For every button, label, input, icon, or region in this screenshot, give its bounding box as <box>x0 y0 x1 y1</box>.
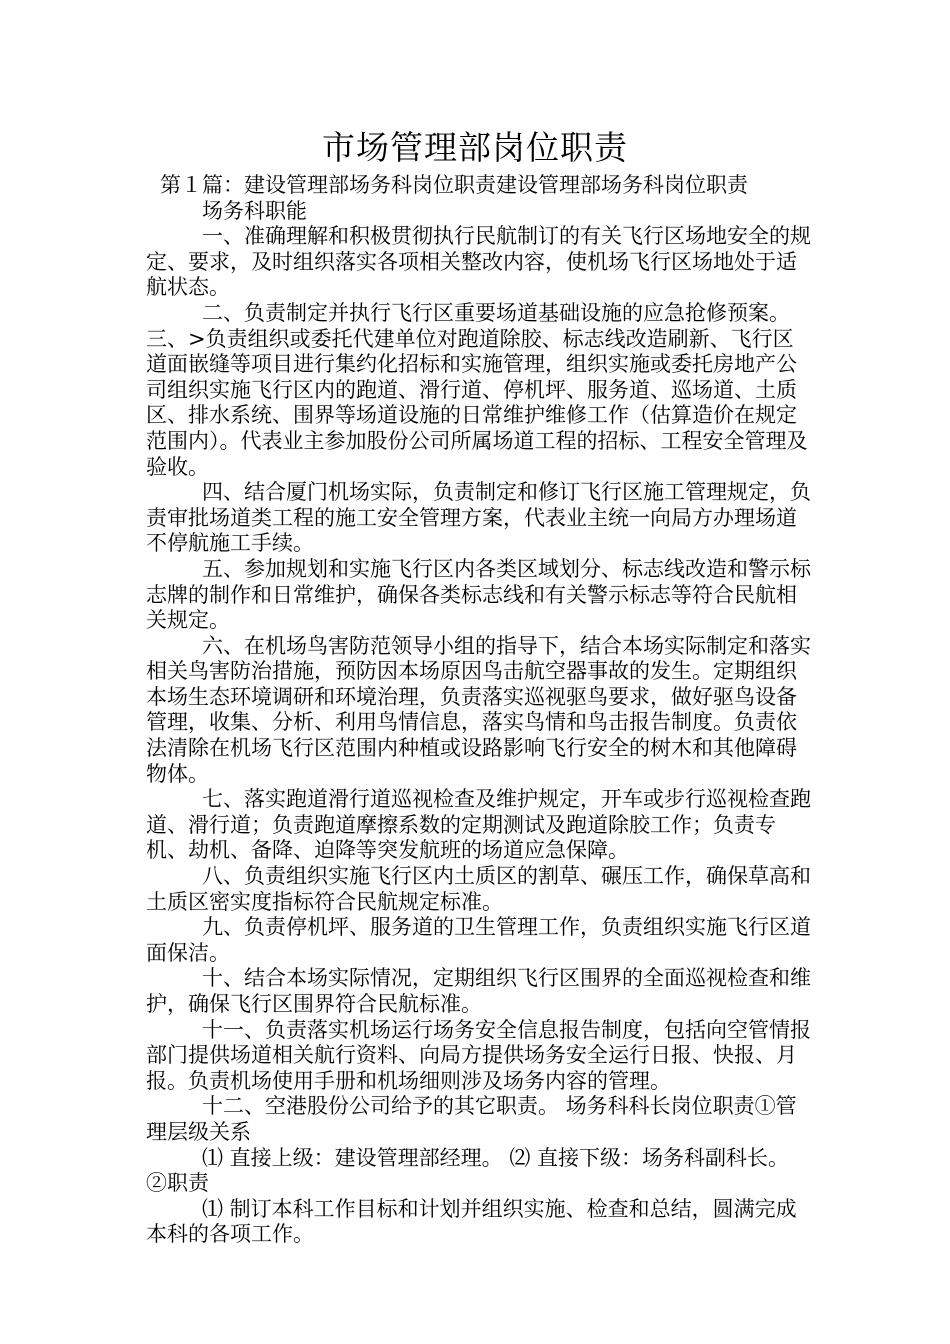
document-title: 市场管理部岗位职责 <box>322 128 628 167</box>
document-body <box>146 173 814 1248</box>
paragraph-9: 九、负责停机坪、服务道的卫生管理工作，负责组织实施飞行区道面保洁。 <box>146 915 811 965</box>
paragraph-8: 八、负责组织实施飞行区内土质区的割草、碾压工作，确保草高和土质区密实度指标符合民航规定标准。 <box>146 864 811 914</box>
paragraph-10: 十、结合本场实际情况，定期组织飞行区围界的全面巡视检查和维护，确保飞行区围界符合民航标准。 <box>146 966 811 1016</box>
paragraph-11: 十一、负责落实机场运行场务安全信息报告制度，包括向空管情报部门提供场道相关航行资料、向局方提供场务安全运行日报、快报、月报。负责机场使用手册和机场细则涉及场务内容的管理。 <box>146 1017 811 1093</box>
paragraph-1: 一、准确理解和积极贯彻执行民航制订的有关飞行区场地安全的规定、要求，及时组织落实各项相关整改内容，使机场飞行区场地处于适航状态。 <box>146 224 811 300</box>
section-heading: 场务科职能 <box>202 198 307 223</box>
paragraph-7: 七、落实跑道滑行道巡视检查及维护规定，开车或步行巡视检查跑道、滑行道；负责跑道摩擦系数的定期测试及跑道除胶工作；负责专机、劫机、备降、迫降等突发航班的场道应急保障。 <box>146 787 811 863</box>
paragraph-14: ⑴ 制订本科工作目标和计划并组织实施、检查和总结，圆满完成本科的各项工作。 <box>146 1196 797 1247</box>
paragraph-2: 二、负责制定并执行飞行区重要场道基础设施的应急抢修预案。 <box>202 300 790 325</box>
paragraph-12: 十二、空港股份公司给予的其它职责。 场务科科长岗位职责①管理层级关系 <box>146 1094 797 1144</box>
article-subtitle: 第１篇：建设管理部场务科岗位职责建设管理部场务科岗位职责 <box>160 173 748 197</box>
paragraph-6: 六、在机场鸟害防范领导小组的指导下，结合本场实际制定和落实相关鸟害防治措施，预防因本场原因鸟击航空器事故的发生。定期组织本场生态环境调研和环境治理，负责落实巡视驱鸟要求，做好驱鸟设备管理，收集、分析、利用鸟情信息，落实鸟情和鸟击报告制度。负责依法清除在机场飞行区范围内种植或设路影响飞行安全的树木和其他障碍物体。 <box>146 633 811 786</box>
paragraph-4: 四、结合厦门机场实际，负责制定和修订飞行区施工管理规定，负责审批场道类工程的施工安全管理方案，代表业主统一向局方办理场道不停航施工手续。 <box>146 480 811 556</box>
paragraph-13: ⑴ 直接上级：建设管理部经理。 ⑵ 直接下级：场务科副科长。 ②职责 <box>146 1145 790 1196</box>
paragraph-5: 五、参加规划和实施飞行区内各类区域划分、标志线改造和警示标志牌的制作和日常维护，确保各类标志线和有关警示标志等符合民航相关规定。 <box>146 556 811 633</box>
paragraph-3: 三、>负责组织或委托代建单位对跑道除胶、标志线改造刷新、飞行区道面嵌缝等项目进行集约化招标和实施管理，组织实施或委托房地产公司组织实施飞行区内的跑道、滑行道、停机坪、服务道、巡场道、土质区、排水系统、围界等场道设施的日常维护维修工作（估算造价在规定范围内）。代表业主参加股份公司所属场道工程的招标、工程安全管理及验收。 <box>146 326 808 479</box>
